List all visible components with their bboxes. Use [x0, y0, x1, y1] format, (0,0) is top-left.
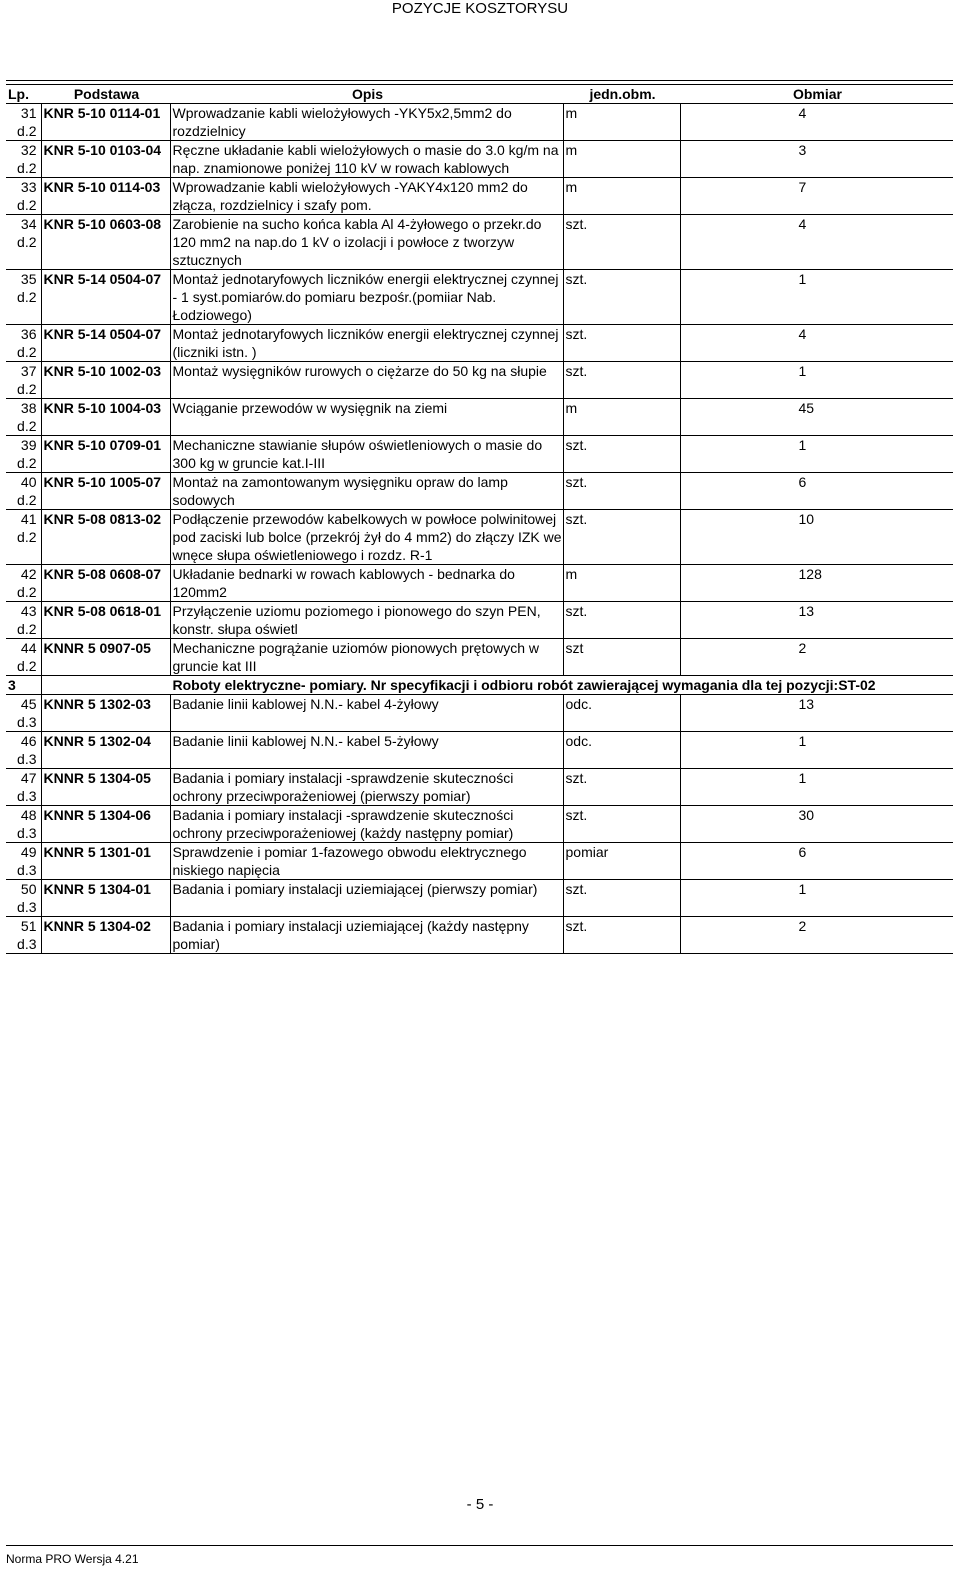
row-podstawa: KNNR 5 0907-05	[41, 639, 170, 676]
row-opis: Mechaniczne pogrążanie uziomów pionowych prętowych w gruncie kat III	[170, 639, 563, 676]
row-podstawa: KNNR 5 1304-02	[41, 917, 170, 954]
row-obmiar: 13	[798, 696, 815, 712]
col-header-opis: Opis	[170, 85, 563, 104]
row-jedn: pomiar	[563, 843, 680, 880]
col-header-podstawa: Podstawa	[41, 85, 170, 104]
table-row	[6, 178, 953, 215]
row-obmiar: 13	[798, 603, 815, 619]
row-opis: Montaż wysięgników rurowych o ciężarze do 50 kg na słupie	[170, 362, 563, 399]
row-lp: 51 d.3	[6, 917, 41, 954]
row-obmiar: 30	[798, 807, 815, 823]
section-number: 3	[6, 676, 41, 695]
row-opis: Układanie bednarki w rowach kablowych - bednarka do 120mm2	[170, 565, 563, 602]
row-obmiar: 3	[798, 142, 807, 158]
row-jedn: szt.	[563, 510, 680, 565]
row-obmiar: 128	[798, 566, 822, 582]
row-obmiar: 4	[798, 216, 807, 232]
table-row	[6, 399, 953, 436]
row-jedn: szt.	[563, 917, 680, 954]
row-obmiar: 7	[798, 179, 807, 195]
row-podstawa: KNR 5-14 0504-07	[41, 270, 170, 325]
page-number: - 5 -	[466, 1496, 494, 1513]
row-lp: 40 d.2	[6, 473, 41, 510]
table-row	[6, 769, 953, 806]
row-jedn: m	[563, 104, 680, 141]
col-header-obmiar: Obmiar	[680, 85, 953, 104]
row-opis: Badania i pomiary instalacji uziemiającej (pierwszy pomiar)	[170, 880, 563, 917]
row-podstawa: KNR 5-10 0103-04	[41, 141, 170, 178]
row-jedn: szt.	[563, 602, 680, 639]
row-obmiar: 6	[798, 844, 807, 860]
row-lp: 38 d.2	[6, 399, 41, 436]
row-obmiar: 6	[798, 474, 807, 490]
row-lp: 43 d.2	[6, 602, 41, 639]
row-opis: Wprowadzanie kabli wielożyłowych -YKY5x2,5mm2 do rozdzielnicy	[170, 104, 563, 141]
row-podstawa: KNR 5-10 1005-07	[41, 473, 170, 510]
row-lp: 33 d.2	[6, 178, 41, 215]
row-lp: 34 d.2	[6, 215, 41, 270]
row-jedn: szt.	[563, 215, 680, 270]
row-opis: Przyłączenie uziomu poziomego i pionowego do szyn PEN, konstr. słupa oświetl	[170, 602, 563, 639]
table-row	[6, 806, 953, 843]
row-jedn: odc.	[563, 732, 680, 769]
row-jedn: szt.	[563, 325, 680, 362]
row-obmiar: 2	[798, 640, 807, 656]
row-podstawa: KNR 5-10 0114-01	[41, 104, 170, 141]
row-opis: Badanie linii kablowej N.N.- kabel 5-żyłowy	[170, 732, 563, 769]
footer-rule	[6, 1545, 953, 1546]
table-row	[6, 732, 953, 769]
table-row	[6, 843, 953, 880]
row-opis: Badanie linii kablowej N.N.- kabel 4-żyłowy	[170, 695, 563, 732]
col-header-lp: Lp.	[6, 85, 41, 104]
row-lp: 41 d.2	[6, 510, 41, 565]
row-lp: 50 d.3	[6, 880, 41, 917]
row-obmiar: 1	[798, 437, 807, 453]
row-jedn: odc.	[563, 695, 680, 732]
row-obmiar: 10	[798, 511, 815, 527]
row-opis: Mechaniczne stawianie słupów oświetleniowych o masie do 300 kg w gruncie kat.I-III	[170, 436, 563, 473]
row-jedn: m	[563, 141, 680, 178]
row-obmiar: 4	[798, 326, 807, 342]
row-opis: Wprowadzanie kabli wielożyłowych -YAKY4x120 mm2 do złącza, rozdzielnicy i szafy pom.	[170, 178, 563, 215]
row-obmiar: 45	[798, 400, 815, 416]
table-row	[6, 473, 953, 510]
row-podstawa: KNNR 5 1304-06	[41, 806, 170, 843]
row-opis: Wciąganie przewodów w wysięgnik na ziemi	[170, 399, 563, 436]
table-row	[6, 270, 953, 325]
row-opis: Badania i pomiary instalacji -sprawdzenie skuteczności ochrony przeciwporażeniowej (każdy następny pomiar)	[170, 806, 563, 843]
row-podstawa: KNR 5-10 1002-03	[41, 362, 170, 399]
row-lp: 48 d.3	[6, 806, 41, 843]
row-podstawa: KNR 5-08 0813-02	[41, 510, 170, 565]
row-podstawa: KNR 5-10 0709-01	[41, 436, 170, 473]
row-podstawa: KNR 5-10 0603-08	[41, 215, 170, 270]
row-jedn: m	[563, 399, 680, 436]
row-lp: 31 d.2	[6, 104, 41, 141]
table-row	[6, 880, 953, 917]
row-obmiar: 1	[798, 363, 807, 379]
page-title: POZYCJE KOSZTORYSU	[391, 0, 569, 17]
row-lp: 49 d.3	[6, 843, 41, 880]
row-lp: 35 d.2	[6, 270, 41, 325]
table-row	[6, 565, 953, 602]
footer-label: Norma PRO Wersja 4.21	[6, 1552, 139, 1566]
row-obmiar: 1	[798, 770, 807, 786]
section-row	[6, 676, 953, 695]
row-opis: Montaż jednotaryfowych liczników energii elektrycznej czynnej (liczniki istn. )	[170, 325, 563, 362]
row-lp: 39 d.2	[6, 436, 41, 473]
row-obmiar: 2	[798, 918, 807, 934]
row-obmiar: 1	[798, 881, 807, 897]
row-opis: Zarobienie na sucho końca kabla Al 4-żyłowego o przekr.do 120 mm2 na nap.do 1 kV o izolacji i powłoce z tworzyw sztucznych	[170, 215, 563, 270]
table-row	[6, 215, 953, 270]
row-podstawa: KNR 5-10 0114-03	[41, 178, 170, 215]
row-jedn: szt.	[563, 769, 680, 806]
row-opis: Montaż jednotaryfowych liczników energii elektrycznej czynnej - 1 syst.pomiarów.do pomiaru bezpośr.(pomiiar Nab. Łodziowego)	[170, 270, 563, 325]
table-row	[6, 917, 953, 954]
row-jedn: m	[563, 178, 680, 215]
row-lp: 45 d.3	[6, 695, 41, 732]
row-lp: 36 d.2	[6, 325, 41, 362]
row-lp: 37 d.2	[6, 362, 41, 399]
row-obmiar: 1	[798, 271, 807, 287]
table-row	[6, 602, 953, 639]
table-row	[6, 325, 953, 362]
row-jedn: szt.	[563, 270, 680, 325]
row-lp: 32 d.2	[6, 141, 41, 178]
row-podstawa: KNNR 5 1302-04	[41, 732, 170, 769]
header-rule	[6, 80, 953, 81]
row-lp: 44 d.2	[6, 639, 41, 676]
table-row	[6, 141, 953, 178]
row-opis: Ręczne układanie kabli wielożyłowych o masie do 3.0 kg/m na nap. znamionowe poniżej 110 kV w rowach kablowych	[170, 141, 563, 178]
table-row	[6, 510, 953, 565]
row-jedn: szt.	[563, 473, 680, 510]
row-jedn: szt.	[563, 806, 680, 843]
row-obmiar: 1	[798, 733, 807, 749]
row-opis: Montaż na zamontowanym wysięgniku opraw do lamp sodowych	[170, 473, 563, 510]
row-jedn: szt.	[563, 880, 680, 917]
table-row	[6, 436, 953, 473]
row-podstawa: KNNR 5 1304-05	[41, 769, 170, 806]
row-podstawa: KNNR 5 1304-01	[41, 880, 170, 917]
row-podstawa: KNR 5-08 0618-01	[41, 602, 170, 639]
row-opis: Podłączenie przewodów kabelkowych w powłoce polwinitowej pod zaciski lub bolce (przekrój żył do 4 mm2) do złączy IZK we wnęce słupa oświetleniowego i rozdz. R-1	[170, 510, 563, 565]
row-jedn: szt.	[563, 362, 680, 399]
row-opis: Sprawdzenie i pomiar 1-fazowego obwodu elektrycznego niskiego napięcia	[170, 843, 563, 880]
row-podstawa: KNR 5-08 0608-07	[41, 565, 170, 602]
row-podstawa: KNNR 5 1302-03	[41, 695, 170, 732]
table-row	[6, 639, 953, 676]
col-header-jedn: jedn.obm.	[563, 85, 680, 104]
row-jedn: szt.	[563, 436, 680, 473]
positions-table	[6, 84, 953, 954]
table-row	[6, 104, 953, 141]
row-podstawa: KNR 5-10 1004-03	[41, 399, 170, 436]
row-podstawa: KNNR 5 1301-01	[41, 843, 170, 880]
table-row	[6, 362, 953, 399]
row-obmiar: 4	[798, 105, 807, 121]
table-header-row	[6, 85, 953, 104]
section-title: Roboty elektryczne- pomiary. Nr specyfikacji i odbioru robót zawierającej wymagania dla tej pozycji:ST-02	[41, 676, 953, 695]
table-row	[6, 695, 953, 732]
row-lp: 42 d.2	[6, 565, 41, 602]
row-podstawa: KNR 5-14 0504-07	[41, 325, 170, 362]
row-opis: Badania i pomiary instalacji uziemiającej (każdy następny pomiar)	[170, 917, 563, 954]
row-jedn: szt	[563, 639, 680, 676]
row-opis: Badania i pomiary instalacji -sprawdzenie skuteczności ochrony przeciwporażeniowej (pierwszy pomiar)	[170, 769, 563, 806]
row-lp: 47 d.3	[6, 769, 41, 806]
row-lp: 46 d.3	[6, 732, 41, 769]
row-jedn: m	[563, 565, 680, 602]
